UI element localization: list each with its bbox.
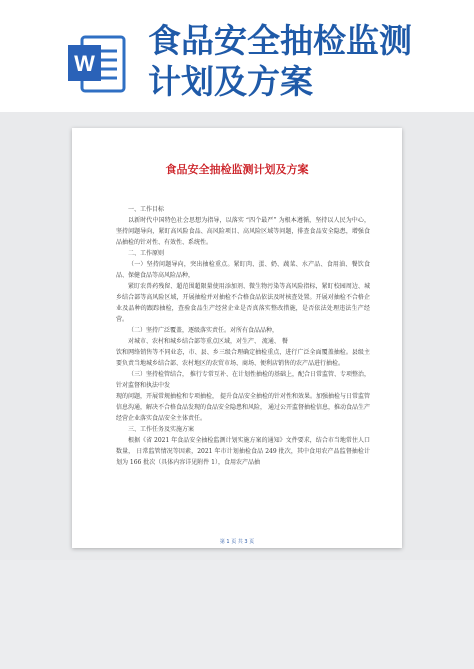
document-page <box>72 128 402 548</box>
paragraph: （一）坚持问题导向，突出抽检重点。紧盯肉、蛋、奶、蔬菜、水产品、食用油、餐饮食品、保健食品等高风险品种， <box>116 261 370 279</box>
section-heading: 一、工作目标 <box>128 206 165 213</box>
background-lower <box>0 560 474 669</box>
banner-title-line-1: 食品安全抽检监测 <box>148 21 412 60</box>
banner-title-line-2: 计划及方案 <box>148 62 313 101</box>
paragraph: （二）坚持广泛覆盖，逐级落实责任。对所有食品品种， <box>128 327 279 334</box>
section-heading: 三、工作任务及实施方案 <box>128 426 195 433</box>
paragraph: 饮和网络销售等不同业态，市、县、乡三级合理确定抽检重点，进行广泛全面覆盖抽检。县级主要负责当地城乡结合部、农村地区的农贸市场、商场、便利店销售的农产品进行抽检。 <box>116 349 370 367</box>
paragraph: （三）坚持检管结合， 推行专常互补、在计划性抽检的基础上，配合日常监管、专项整治，针对监督和执法中发 <box>116 371 370 389</box>
header-banner <box>0 0 474 112</box>
document-title: 食品安全抽检监测计划及方案 <box>165 163 309 176</box>
paragraph: 紧盯农兽药残留、超范围超限量使用添加剂、微生物污染等高风险指标，紧盯校园周边、城乡结合部等高风险区域，开展抽检并对抽检不合格食品依法及时核查处置。开展对抽检不合格企业及品种的跟踪抽检，查验食品生产经营企业是否真落实整改措施，是否依法处理违法生产经营。 <box>116 283 370 323</box>
document-body <box>116 204 370 468</box>
banner-title <box>148 20 466 102</box>
paragraph: 现的问题，开展常规抽检和专项抽检， 提升食品安全抽检的针对性和效果。加强抽检与日常监管信息沟通，解决不合格食品发现的食品安全隐患和风险， 通过公开监督抽检信息，推动食品生产经营企业落实食品安全主体责任。 <box>116 393 370 422</box>
word-document-icon <box>66 33 128 95</box>
word-icon-letter: W <box>74 51 95 76</box>
section-heading: 二、工作原则 <box>128 250 165 257</box>
paragraph: 根据《省 2021 年食品安全抽检监测计划实施方案的通知》文件要求，结合市当地常住人口数量， 日常监管情况等因素，2021 年市计划抽检食品 249 批次，其中食用农产品监督抽检计划为 166 批次（具体内容详见附件 1），食用农产品抽 <box>116 437 370 466</box>
paragraph: 以新时代中国特色社会思想为指导，以落实 “四个最严” 为根本遵循，坚持以人民为中心，坚持问题导向，紧盯高风险食品、高风险项目、高风险区域等问题，排查食品安全隐患，增强食品抽检的针对性、有效性、系统性。 <box>116 217 370 246</box>
page-number-footer: 第 1 页 共 3 页 <box>219 539 255 545</box>
paragraph: 对城市、农村和城乡结合部等重点区域，对生产、 流通、 餐 <box>128 338 288 345</box>
